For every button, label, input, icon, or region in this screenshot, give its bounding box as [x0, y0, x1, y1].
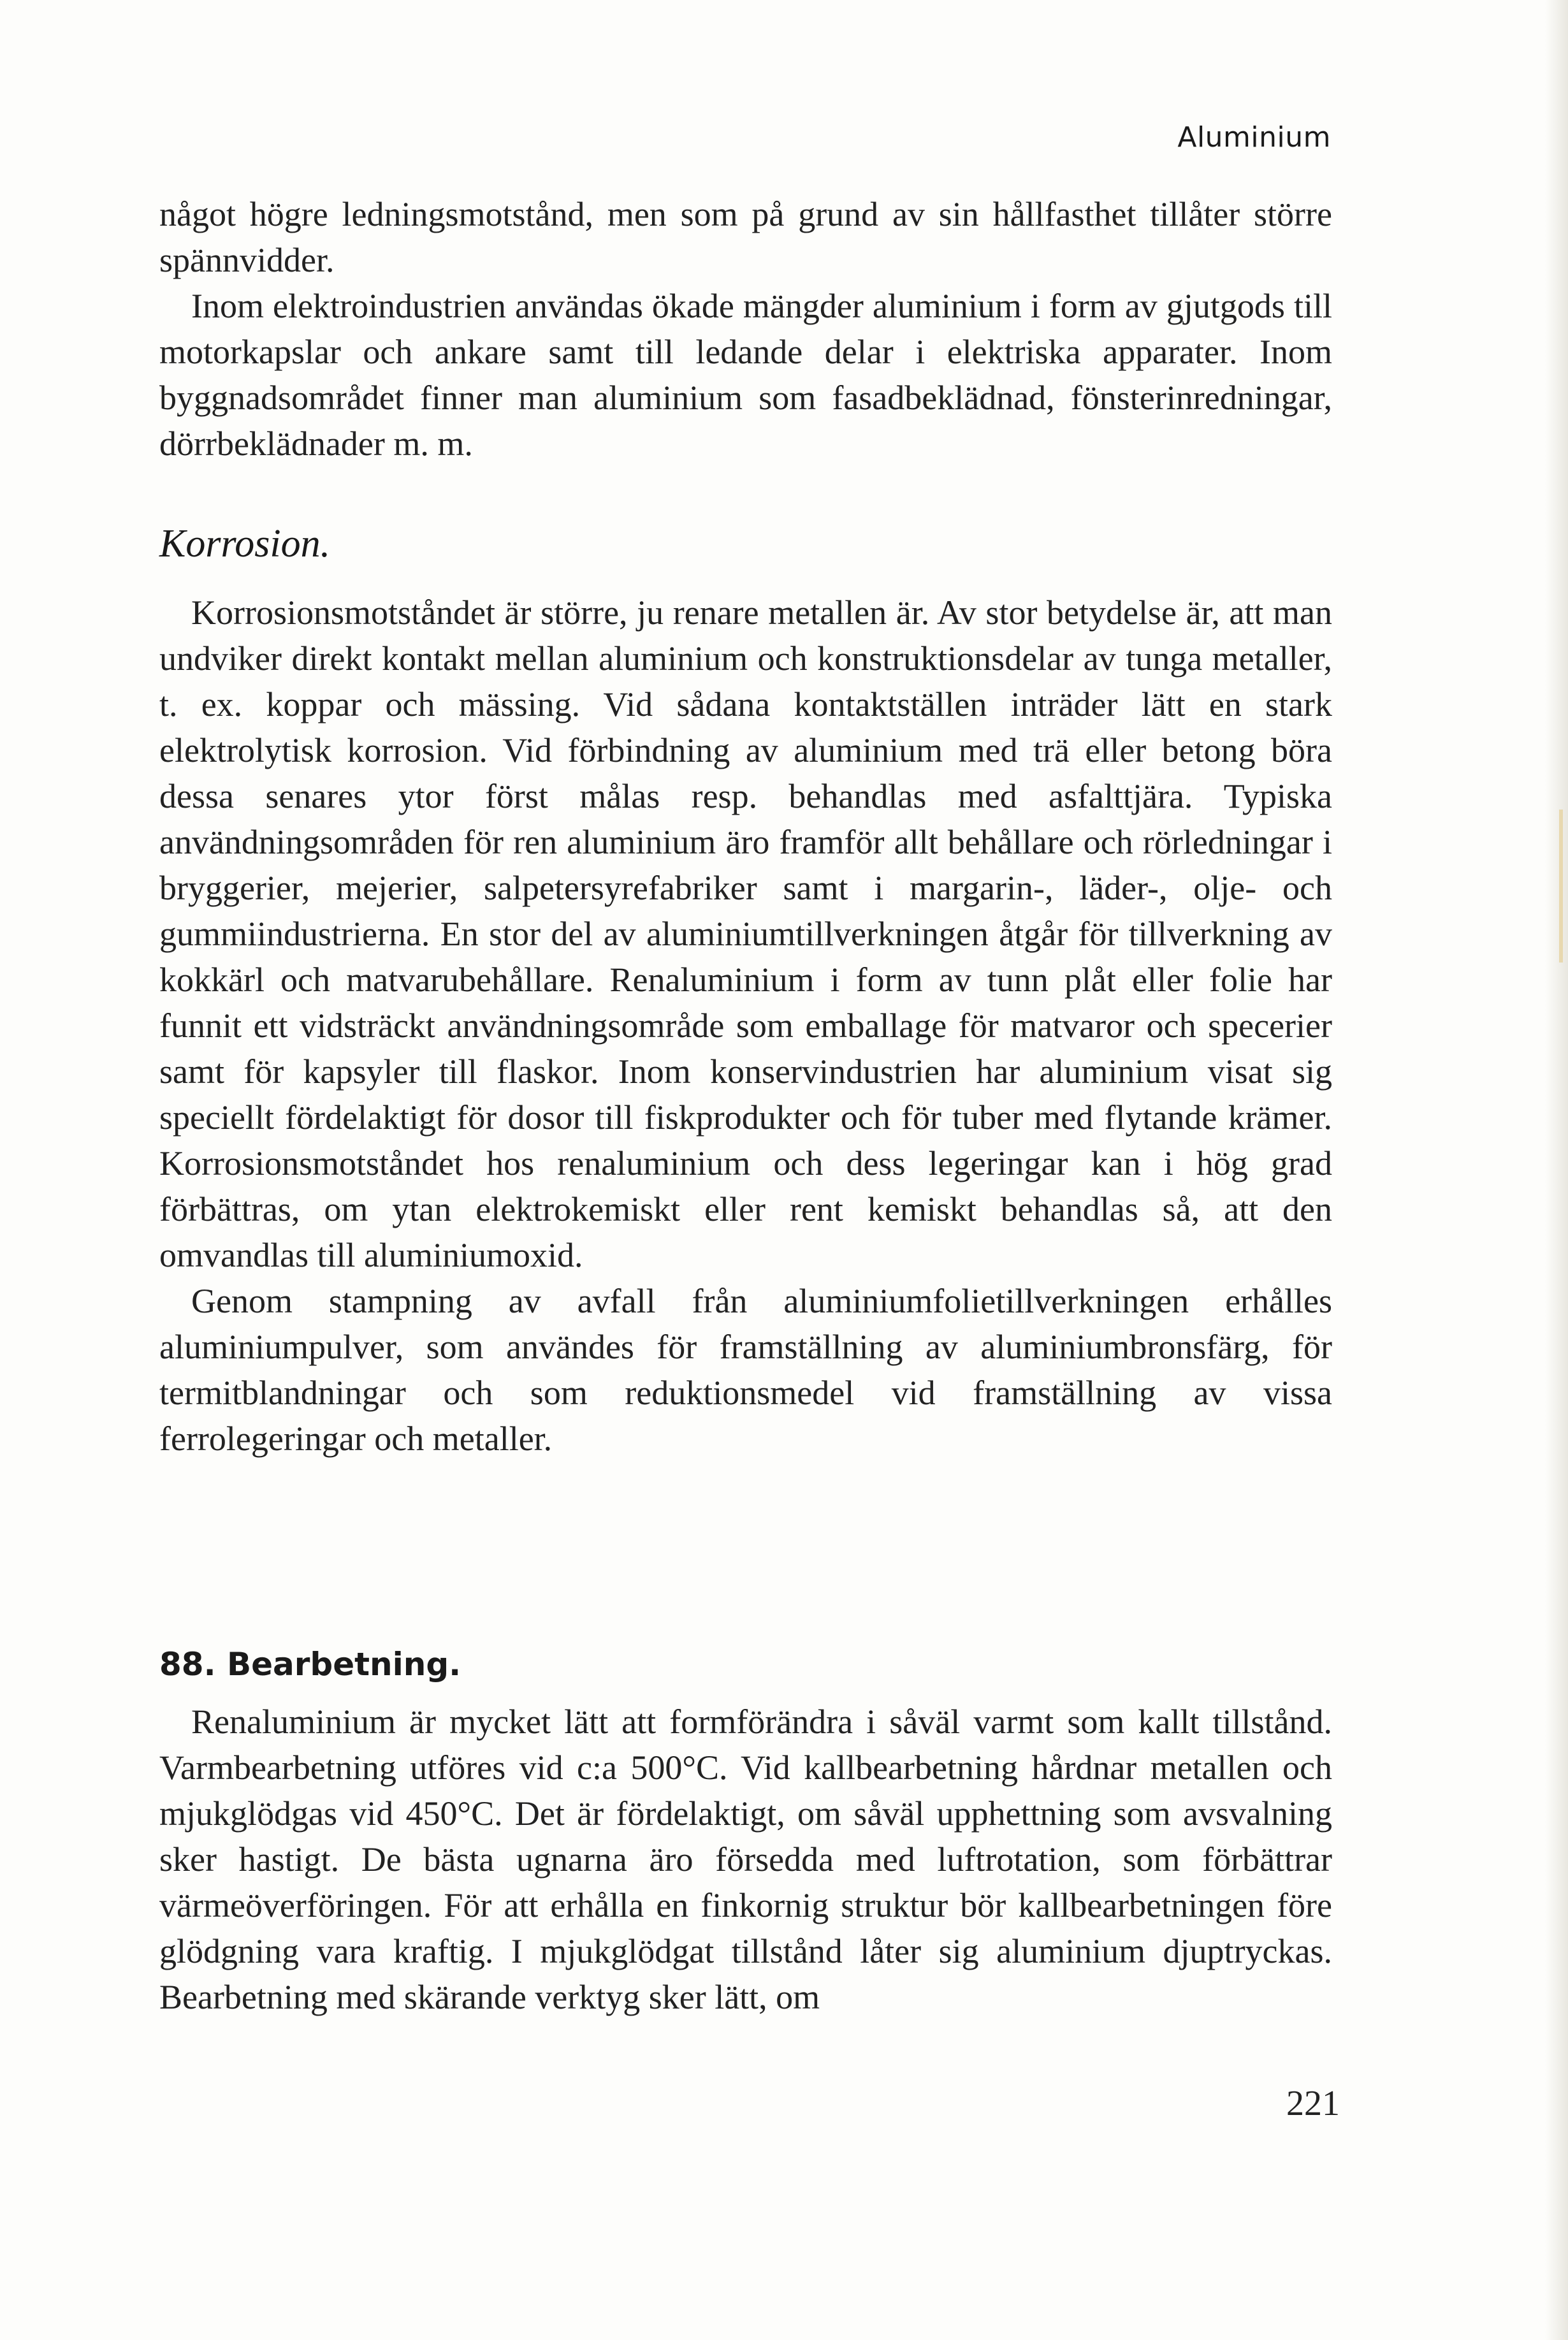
bearbetning-text — [159, 1699, 1332, 2020]
korrosion-text — [159, 590, 1332, 1462]
korrosion-heading: Korrosion. — [159, 522, 331, 565]
page-edge-shadow — [1545, 0, 1568, 2340]
intro-paragraph-2: Inom elektroindustrien användas ökade mängder aluminium i form av gjutgods till motorkapslar och ankare samt till ledande delar i elektriska apparater. Inom byggnadsområdet finner man aluminium som fasadbeklädnad, fönsterinredningar, dörrbeklädnader m. m. — [159, 287, 1332, 463]
bearbetning-paragraph-1: Renaluminium är mycket lätt att formförändra i såväl varmt som kallt tillstånd. Varmbearbetning utföres vid c:a 500°C. Vid kallbearbetning hårdnar metallen och mjukglödgas vid 450°C. Det är fördelaktigt, om såväl upphettning som avsvalning sker hastigt. De bästa ugnarna äro försedda med luftrotation, som förbättrar värmeöverföringen. För att erhålla en finkornig struktur bör kallbearbetningen före glödgning vara kraftig. I mjukglödgat tillstånd låter sig aluminium djuptryckas. Bearbetning med skärande verktyg sker lätt, om — [159, 1703, 1332, 2016]
korrosion-paragraph-1: Korrosionsmotståndet är större, ju renare metallen är. Av stor betydelse är, att man undviker direkt kontakt mellan aluminium och konstruktionsdelar av tunga metaller, t. ex. koppar och mässing. Vid sådana kontaktställen inträder lätt en stark elektrolytisk korrosion. Vid förbindning av aluminium med trä eller betong böra dessa senares ytor först målas resp. behandlas med asfalttjära. Typiska användningsområden för ren aluminium äro framför allt behållare och rörledningar i bryggerier, mejerier, salpetersyrefabriker samt i margarin-, läder-, olje- och gummiindustrierna. En stor del av aluminiumtillverkningen åtgår för tillverkning av kokkärl och matvarubehållare. Renaluminium i form av tunn plåt eller folie har funnit ett vidsträckt användningsområde som emballage för matvaror och specerier samt för kapsyler till flaskor. Inom konservindustrien har aluminium visat sig speciellt fördelaktigt för dosor till fiskprodukter och för tuber med flytande krämer. Korrosionsmotståndet hos renaluminium och dess legeringar kan i hög grad förbättras, om ytan elektrokemiskt eller rent kemiskt behandlas så, att den omvandlas till aluminiumoxid. — [159, 593, 1332, 1274]
intro-text — [159, 191, 1332, 467]
running-header: Aluminium — [1177, 121, 1331, 154]
intro-paragraph-1: något högre ledningsmotstånd, men som på grund av sin hållfasthet tillåter större spännvidder. — [159, 195, 1332, 279]
section-heading-bearbetning: 88. Bearbetning. — [159, 1646, 461, 1683]
korrosion-paragraph-2: Genom stampning av avfall från aluminiumfolietillverkningen erhålles aluminiumpulver, som användes för framställning av aluminiumbronsfärg, för termitblandningar och som reduktionsmedel vid framställning av vissa ferrolegeringar och metaller. — [159, 1282, 1332, 1458]
page-number: 221 — [1286, 2084, 1340, 2123]
page-edge-mark — [1559, 810, 1563, 963]
